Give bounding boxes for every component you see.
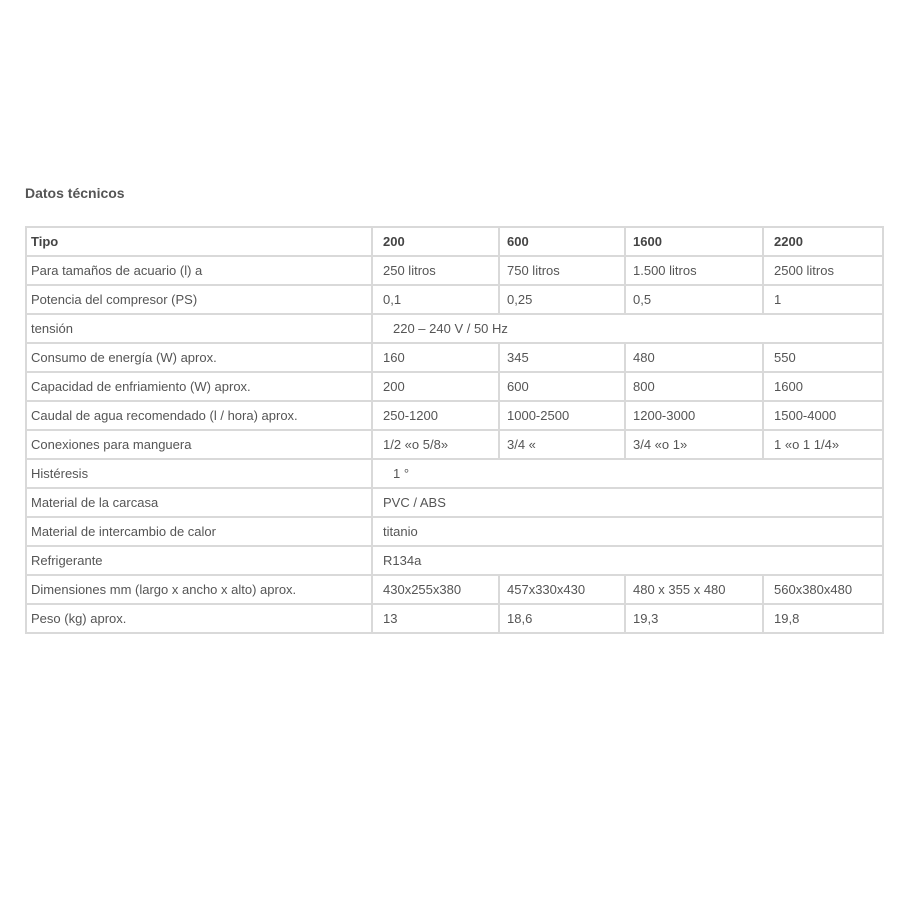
row-label: Consumo de energía (W) aprox. bbox=[26, 343, 372, 372]
row-value: 1500-4000 bbox=[763, 401, 883, 430]
header-model-200: 200 bbox=[372, 227, 499, 256]
row-value: 250 litros bbox=[372, 256, 499, 285]
row-value: 0,5 bbox=[625, 285, 763, 314]
row-value: 430x255x380 bbox=[372, 575, 499, 604]
row-value: 3/4 «o 1» bbox=[625, 430, 763, 459]
row-value: 457x330x430 bbox=[499, 575, 625, 604]
row-label: Potencia del compresor (PS) bbox=[26, 285, 372, 314]
row-span-value: R134a bbox=[372, 546, 883, 575]
row-span-value: PVC / ABS bbox=[372, 488, 883, 517]
row-value: 3/4 « bbox=[499, 430, 625, 459]
table-row bbox=[26, 430, 883, 459]
row-label: Histéresis bbox=[26, 459, 372, 488]
row-label: Material de la carcasa bbox=[26, 488, 372, 517]
row-value: 1200-3000 bbox=[625, 401, 763, 430]
table-row bbox=[26, 372, 883, 401]
row-span-value: 1 ° bbox=[372, 459, 883, 488]
row-value: 160 bbox=[372, 343, 499, 372]
row-value: 1.500 litros bbox=[625, 256, 763, 285]
row-value: 19,3 bbox=[625, 604, 763, 633]
row-label: Material de intercambio de calor bbox=[26, 517, 372, 546]
section-heading: Datos técnicos bbox=[25, 185, 125, 201]
row-value: 1000-2500 bbox=[499, 401, 625, 430]
row-label: Peso (kg) aprox. bbox=[26, 604, 372, 633]
header-model-1600: 1600 bbox=[625, 227, 763, 256]
row-value: 19,8 bbox=[763, 604, 883, 633]
row-value: 750 litros bbox=[499, 256, 625, 285]
row-value: 1/2 «o 5/8» bbox=[372, 430, 499, 459]
specifications-table bbox=[25, 226, 884, 634]
table-row bbox=[26, 517, 883, 546]
table-row bbox=[26, 285, 883, 314]
row-value: 1600 bbox=[763, 372, 883, 401]
row-value: 800 bbox=[625, 372, 763, 401]
table-row bbox=[26, 604, 883, 633]
row-value: 480 x 355 x 480 bbox=[625, 575, 763, 604]
row-label: Refrigerante bbox=[26, 546, 372, 575]
row-value: 200 bbox=[372, 372, 499, 401]
row-value: 600 bbox=[499, 372, 625, 401]
table-row bbox=[26, 401, 883, 430]
table-row bbox=[26, 546, 883, 575]
table-row bbox=[26, 575, 883, 604]
table-row bbox=[26, 256, 883, 285]
table-row bbox=[26, 343, 883, 372]
table-header-row bbox=[26, 227, 883, 256]
header-label-cell: Tipo bbox=[26, 227, 372, 256]
table-row bbox=[26, 488, 883, 517]
row-value: 0,25 bbox=[499, 285, 625, 314]
row-label: Capacidad de enfriamiento (W) aprox. bbox=[26, 372, 372, 401]
row-value: 2500 litros bbox=[763, 256, 883, 285]
row-value: 1 «o 1 1/4» bbox=[763, 430, 883, 459]
row-label: Dimensiones mm (largo x ancho x alto) aprox. bbox=[26, 575, 372, 604]
row-value: 345 bbox=[499, 343, 625, 372]
row-value: 13 bbox=[372, 604, 499, 633]
row-span-value: titanio bbox=[372, 517, 883, 546]
header-model-2200: 2200 bbox=[763, 227, 883, 256]
row-label: Caudal de agua recomendado (l / hora) aprox. bbox=[26, 401, 372, 430]
row-label: Para tamaños de acuario (l) a bbox=[26, 256, 372, 285]
row-value: 1 bbox=[763, 285, 883, 314]
table-row bbox=[26, 314, 883, 343]
row-span-value: 220 – 240 V / 50 Hz bbox=[372, 314, 883, 343]
row-value: 480 bbox=[625, 343, 763, 372]
row-value: 18,6 bbox=[499, 604, 625, 633]
table-row bbox=[26, 459, 883, 488]
row-value: 560x380x480 bbox=[763, 575, 883, 604]
row-value: 250-1200 bbox=[372, 401, 499, 430]
row-value: 0,1 bbox=[372, 285, 499, 314]
header-model-600: 600 bbox=[499, 227, 625, 256]
row-label: tensión bbox=[26, 314, 372, 343]
row-label: Conexiones para manguera bbox=[26, 430, 372, 459]
row-value: 550 bbox=[763, 343, 883, 372]
